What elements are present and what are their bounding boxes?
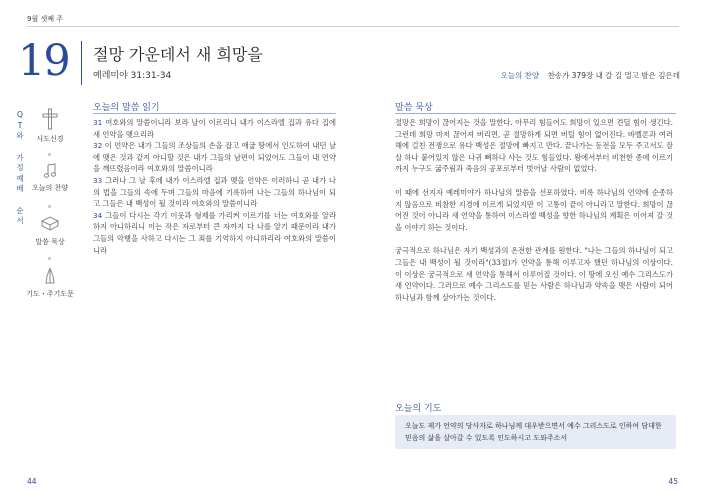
music-note-icon [43, 163, 57, 179]
meditation-body [395, 117, 673, 315]
title-divider [81, 41, 82, 85]
verse-number: 31 [93, 118, 103, 127]
verse-text: 그러나 그 날 후에 내가 이스라엘 집과 맺을 언약은 이러하니 곧 내가 나의 법을 그들의 속에 두며 그들의 마음에 기록하여 나는 그들의 하나님이 되고 그들은 내 백성이 될 것이라 여호와의 말씀이니라 [93, 175, 336, 209]
hymn-label: 오늘의 찬양 [500, 71, 540, 80]
step-connector-dot [48, 205, 51, 208]
verse-text: 여호와의 말씀이니라 보라 날이 이르리니 내가 이스라엘 집과 유다 집에 새 언약을 맺으리라 [93, 118, 336, 139]
hymn-info [501, 70, 680, 81]
page-number-left: 44 [27, 477, 37, 486]
scripture-verses [93, 117, 336, 256]
step-label: 오늘의 찬양 [31, 184, 69, 192]
header-divider [27, 26, 679, 27]
verse-number: 33 [93, 175, 103, 185]
reading-divider [93, 113, 336, 114]
step-label: 기도・주기도문 [26, 290, 74, 298]
bible-icon [40, 215, 60, 233]
verse [93, 210, 336, 256]
meditation-paragraph: 절망은 희망이 끊어지는 것을 말한다. 아무리 힘들어도 희망이 있으면 견딜 힘이 생긴다. 그런데 희망 마저 끊어져 버리면, 곧 절망하게 되면 버틸 힘이 없어진다. 바벨론과 여러 해에 걸친 전쟁으로 유다 백성은 절망에 빠지고 만다. 끝나가는 동전을 모두 주고서도 잘살 하나 붙어있지 않은 나귀 뼈하나 사는 것도 힘들었다. 왕에서부터 비천한 종에 이르기까지 누구도 굶주림과 죽음의 공포로부터 벗어날 사람이 없었다. [395, 118, 673, 174]
verse-number: 32 [93, 141, 103, 151]
side-char: 가 [16, 152, 24, 162]
step-label: 사도신경 [36, 135, 64, 143]
verse-number: 34 [93, 210, 103, 220]
side-char: 예 [16, 173, 24, 183]
side-char: 와 [16, 131, 24, 140]
side-char: 서 [16, 216, 24, 225]
step-hymn [20, 163, 80, 193]
page-number-right: 45 [668, 477, 678, 486]
side-char: 순 [16, 205, 24, 215]
reading-heading: 오늘의 말씀 읽기 [93, 103, 160, 113]
step-connector-dot [48, 257, 51, 260]
praying-hands-icon [43, 267, 57, 285]
meditation-divider [395, 113, 676, 114]
side-char: 정 [16, 163, 24, 172]
prayer-heading: 오늘의 기도 [395, 404, 442, 414]
page-title: 절망 가운데서 새 희망을 [93, 45, 263, 64]
step-apostles-creed [20, 108, 80, 144]
hymn-text: 찬송가 379장 내 갈 길 멀고 밤은 깊은데 [547, 71, 680, 80]
step-label: 말씀 묵상 [35, 238, 65, 246]
step-meditation [20, 215, 80, 247]
verse [93, 175, 336, 210]
verse-text: 이 언약은 내가 그들의 조상들의 손을 잡고 애굽 땅에서 인도하여 내던 날에 맺은 것과 같지 아니할 것은 내가 그들의 남편이 되었어도 그들이 내 언약을 깨뜨렸음이라 여호와의 말씀이니라 [93, 141, 336, 174]
verse-text: 그들이 다시는 각기 이웃과 형제를 가리켜 이르기를 너는 여호와를 알라 하지 아니하리니 이는 작은 자로부터 큰 자까지 다 나를 알기 때문이라 내가 그들의 악행을 사하고 다시는 그 죄를 기억하지 아니하리라 여호와의 말씀이니라 [93, 210, 336, 255]
prayer-text: 오늘도 제가 언약의 당사자로 하나님께 대우받으면서 예수 그리스도로 인하여 담대한 믿음의 삶을 살아갈 수 있도록 인도하시고 도와주소서 [405, 422, 662, 442]
meditation-paragraph: 궁극적으로 하나님은 자기 백성과의 온전한 관계를 원한다. "나는 그들의 하나님이 되고 그들은 내 백성이 될 것이라"(33절)가 언약을 통해 이루고자 했던 하나님의 이상이다. 이 이상은 궁극적으로 새 언약을 통해서 이루어질 것이다. 이 땅에 오신 예수 그리스도가 새 언약이다. 그러므로 예수 그리스도를 믿는 사람은 하나님과 약속을 맺은 사람이 되어 하나님과 함께 살아가는 것이다. [395, 246, 673, 302]
day-number: 19 [18, 36, 69, 86]
side-char: Q [17, 110, 23, 119]
side-char: T [17, 120, 23, 130]
scripture-reference: 예레미야 31:31-34 [93, 71, 172, 81]
step-connector-dot [48, 153, 51, 156]
meditation-paragraph: 이 때에 선지자 예레미야가 하나님의 말씀을 선포하였다. 비록 하나님의 언약에 순종하지 않음으로 비참한 지경에 이르게 되었지만 이 고통이 끝이 아니라고 말한다. 희망이 끊어진 것이 아니라 새 언약을 통하여 이스라엘 백성을 향한 하나님의 계획은 이어져 갈 것을 이야기 하는 것이다. [395, 187, 673, 232]
week-label: 9월 셋째 주 [27, 15, 63, 23]
meditation-heading: 말씀 묵상 [395, 103, 433, 113]
side-char: 배 [16, 184, 24, 193]
side-gap [15, 195, 25, 206]
cross-icon [41, 108, 59, 130]
verse [93, 117, 336, 140]
step-prayer [20, 267, 80, 299]
verse [93, 140, 336, 175]
